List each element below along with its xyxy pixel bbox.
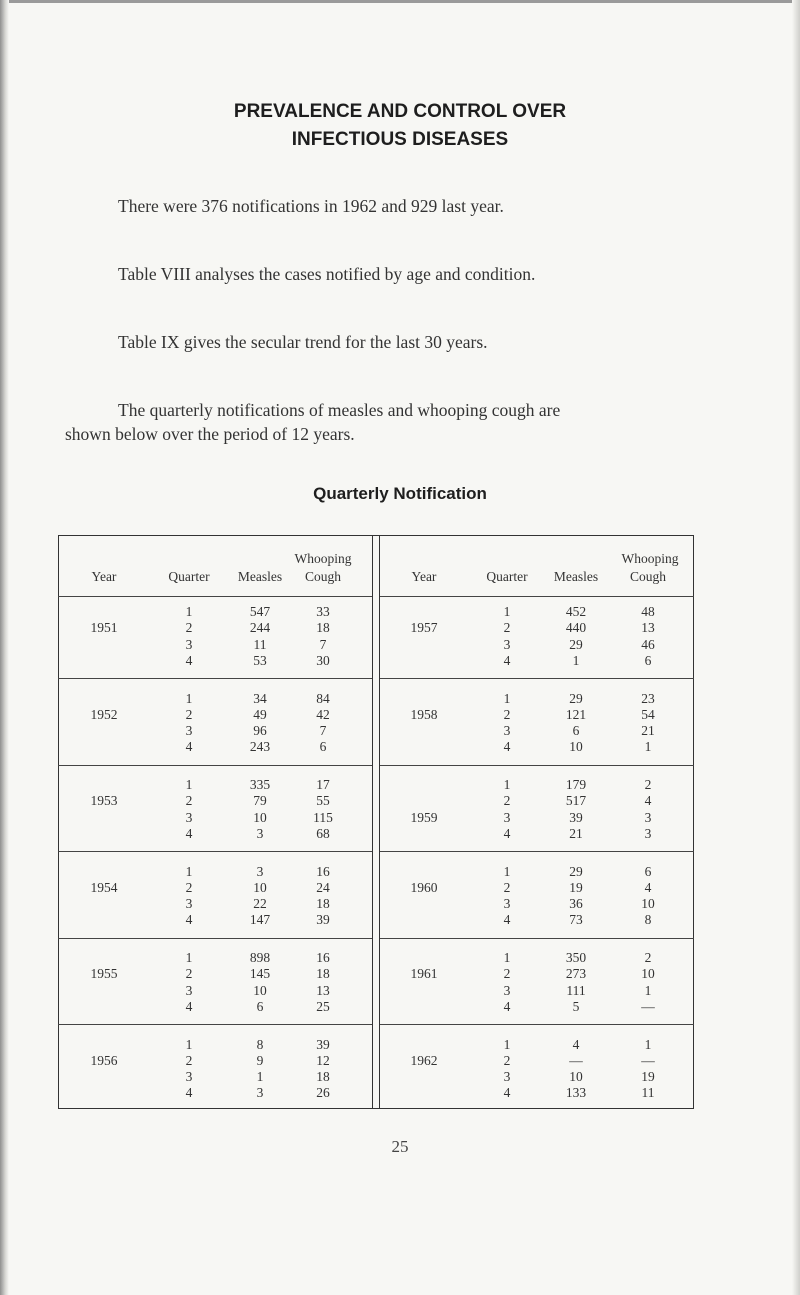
whooping-cough-cell: 18 xyxy=(316,896,330,912)
quarter-cell: 1 xyxy=(185,604,193,619)
whooping-cough-cell: 1 xyxy=(644,1036,652,1052)
year-cell-left: 1951 xyxy=(90,620,118,636)
quarter-cell: 1 xyxy=(185,1036,193,1052)
whooping-cough-cell: 19 xyxy=(641,1069,655,1085)
quarter-cell: 1 xyxy=(503,604,511,619)
measles-cell: 10 xyxy=(253,879,267,895)
quarter-cell: 1 xyxy=(503,1036,511,1052)
header-quarter-right: Quarter xyxy=(486,569,528,584)
table-caption: Quarterly Notification xyxy=(313,484,487,503)
whooping-cough-cell: 7 xyxy=(319,723,327,739)
quarter-cell: 1 xyxy=(503,950,511,965)
measles-cell: 244 xyxy=(249,620,271,636)
whooping-cough-cell: 26 xyxy=(316,1085,330,1101)
quarter-cell: 3 xyxy=(503,982,511,998)
table-row-divider xyxy=(380,765,694,766)
quarter-cell: 1 xyxy=(503,690,511,706)
whooping-cough-cell: 4 xyxy=(644,793,652,809)
whooping-cough-cell: 10 xyxy=(641,966,655,982)
paragraph-quarterly-line-1: The quarterly notifications of measles and whooping cough are xyxy=(118,400,561,420)
measles-cell: 53 xyxy=(253,652,267,668)
quarter-cell: 2 xyxy=(185,793,193,809)
quarter-cell: 2 xyxy=(185,966,193,982)
quarter-cell: 1 xyxy=(185,863,193,879)
whooping-cough-cell: 8 xyxy=(644,912,652,928)
whooping-cough-cell: 84 xyxy=(316,690,330,706)
measles-cell: 350 xyxy=(565,950,587,965)
quarter-cell: 2 xyxy=(503,620,511,636)
measles-cell: 39 xyxy=(569,809,583,825)
quarter-cell: 4 xyxy=(185,1085,193,1101)
measles-cell: 79 xyxy=(253,793,267,809)
quarter-cell: 4 xyxy=(185,912,193,928)
whooping-cough-cell: 1 xyxy=(644,982,652,998)
whooping-cough-cell: 25 xyxy=(316,998,330,1014)
measles-cell: 440 xyxy=(565,620,587,636)
quarter-cell: 2 xyxy=(503,793,511,809)
whooping-cough-cell: 39 xyxy=(316,912,330,928)
quarter-cell: 4 xyxy=(503,912,511,928)
year-cell-right: 1959 xyxy=(410,809,438,825)
measles-cell: 73 xyxy=(569,912,583,928)
quarter-cell: 2 xyxy=(503,1052,511,1068)
whooping-cough-cell: 6 xyxy=(644,652,652,668)
quarter-cell: 3 xyxy=(185,1069,193,1085)
whooping-cough-cell: 68 xyxy=(316,825,330,841)
table-row-divider xyxy=(58,596,372,597)
whooping-cough-cell: 3 xyxy=(644,825,652,841)
header-measles-right: Measles xyxy=(553,569,599,584)
quarter-cell: 4 xyxy=(185,998,193,1014)
measles-cell: 36 xyxy=(569,896,583,912)
whooping-cough-cell: 12 xyxy=(316,1052,330,1068)
measles-cell: 10 xyxy=(253,809,267,825)
measles-cell: 335 xyxy=(249,777,271,792)
table-row-divider xyxy=(380,596,694,597)
measles-cell: 3 xyxy=(256,825,264,841)
measles-cell: 243 xyxy=(249,739,271,755)
measles-cell: 111 xyxy=(566,982,586,998)
measles-cell: 21 xyxy=(569,825,583,841)
measles-cell: 9 xyxy=(256,1052,264,1068)
quarter-cell: 3 xyxy=(503,809,511,825)
header-quarter-left: Quarter xyxy=(168,569,210,584)
paragraph-notifications: There were 376 notifications in 1962 and 929 last year. xyxy=(118,196,504,216)
measles-cell: 145 xyxy=(249,966,271,982)
measles-cell: 11 xyxy=(253,636,267,652)
whooping-cough-cell: — xyxy=(641,998,655,1014)
page-title-line-2: INFECTIOUS DISEASES xyxy=(291,129,509,150)
header-year-right: Year xyxy=(411,569,437,584)
quarter-cell: 3 xyxy=(503,636,511,652)
table-row-divider xyxy=(58,1024,372,1025)
quarter-cell: 1 xyxy=(185,950,193,965)
page-number: 25 xyxy=(391,1137,409,1156)
whooping-cough-cell: 13 xyxy=(641,620,655,636)
quarter-cell: 2 xyxy=(503,966,511,982)
year-cell-left: 1955 xyxy=(90,966,118,982)
whooping-cough-cell: 10 xyxy=(641,896,655,912)
whooping-cough-cell: 16 xyxy=(316,950,330,965)
whooping-cough-cell: 115 xyxy=(313,809,333,825)
quarter-cell: 4 xyxy=(503,998,511,1014)
measles-cell: 3 xyxy=(256,1085,264,1101)
whooping-cough-cell: 6 xyxy=(644,863,652,879)
year-cell-right: 1960 xyxy=(410,879,438,895)
paragraph-table-viii: Table VIII analyses the cases notified by age and condition. xyxy=(118,264,536,284)
quarter-cell: 4 xyxy=(185,739,193,755)
measles-cell: 6 xyxy=(256,998,264,1014)
paragraph-table-ix: Table IX gives the secular trend for the last 30 years. xyxy=(118,332,488,352)
page-title-line-1: PREVALENCE AND CONTROL OVER xyxy=(233,101,567,122)
scan-left-edge xyxy=(0,0,9,1295)
quarter-cell: 4 xyxy=(185,652,193,668)
quarter-cell: 2 xyxy=(185,1052,193,1068)
measles-cell: 10 xyxy=(253,982,267,998)
measles-cell: 4 xyxy=(572,1036,580,1052)
scan-top-edge xyxy=(0,0,800,3)
measles-cell: 29 xyxy=(569,636,583,652)
table-row-divider xyxy=(380,938,694,939)
measles-cell: 1 xyxy=(572,652,580,668)
quarter-cell: 3 xyxy=(185,809,193,825)
measles-cell: 898 xyxy=(249,950,271,965)
whooping-cough-cell: 33 xyxy=(316,604,330,619)
header-measles-left: Measles xyxy=(237,569,283,584)
table-row-divider xyxy=(58,938,372,939)
whooping-cough-cell: 2 xyxy=(644,777,652,792)
header-year-left: Year xyxy=(91,569,117,584)
whooping-cough-cell: 2 xyxy=(644,950,652,965)
quarter-cell: 3 xyxy=(503,1069,511,1085)
measles-cell: — xyxy=(569,1052,583,1068)
quarter-cell: 3 xyxy=(503,723,511,739)
year-cell-left: 1952 xyxy=(90,706,118,722)
table-row-divider xyxy=(380,1024,694,1025)
quarter-cell: 1 xyxy=(503,777,511,792)
measles-cell: 273 xyxy=(565,966,587,982)
quarterly-notification-table xyxy=(58,535,694,1109)
whooping-cough-cell: 39 xyxy=(316,1036,330,1052)
measles-cell: 19 xyxy=(569,879,583,895)
year-cell-left: 1953 xyxy=(90,793,118,809)
measles-cell: 8 xyxy=(256,1036,264,1052)
quarter-cell: 2 xyxy=(503,879,511,895)
table-row-divider xyxy=(380,851,694,852)
whooping-cough-cell: 1 xyxy=(644,739,652,755)
measles-cell: 29 xyxy=(569,863,583,879)
quarter-cell: 3 xyxy=(185,723,193,739)
whooping-cough-cell: 7 xyxy=(319,636,327,652)
quarter-cell: 1 xyxy=(185,777,193,792)
measles-cell: 96 xyxy=(253,723,267,739)
whooping-cough-cell: 18 xyxy=(316,966,330,982)
table-row-divider xyxy=(58,678,372,679)
whooping-cough-cell: 16 xyxy=(316,863,330,879)
measles-cell: 3 xyxy=(256,863,264,879)
header-cough-right: Cough xyxy=(629,569,667,584)
whooping-cough-cell: — xyxy=(641,1052,655,1068)
whooping-cough-cell: 6 xyxy=(319,739,327,755)
measles-cell: 179 xyxy=(565,777,587,792)
measles-cell: 29 xyxy=(569,690,583,706)
header-whooping-left: Whooping xyxy=(294,551,352,566)
year-cell-right: 1958 xyxy=(410,706,438,722)
measles-cell: 121 xyxy=(565,706,587,722)
whooping-cough-cell: 13 xyxy=(316,982,330,998)
quarter-cell: 4 xyxy=(185,825,193,841)
whooping-cough-cell: 46 xyxy=(641,636,655,652)
quarter-cell: 2 xyxy=(185,706,193,722)
table-center-divider xyxy=(372,535,373,1109)
quarter-cell: 4 xyxy=(503,652,511,668)
quarter-cell: 3 xyxy=(185,896,193,912)
measles-cell: 10 xyxy=(569,1069,583,1085)
measles-cell: 5 xyxy=(572,998,580,1014)
whooping-cough-cell: 54 xyxy=(641,706,655,722)
year-cell-right: 1961 xyxy=(410,966,438,982)
measles-cell: 6 xyxy=(572,723,580,739)
quarter-cell: 3 xyxy=(185,982,193,998)
measles-cell: 547 xyxy=(249,604,271,619)
whooping-cough-cell: 55 xyxy=(316,793,330,809)
quarter-cell: 4 xyxy=(503,739,511,755)
measles-cell: 10 xyxy=(569,739,583,755)
table-center-divider xyxy=(379,535,380,1109)
header-whooping-right: Whooping xyxy=(621,551,679,566)
quarter-cell: 3 xyxy=(503,896,511,912)
measles-cell: 49 xyxy=(253,706,267,722)
whooping-cough-cell: 23 xyxy=(641,690,655,706)
paragraph-quarterly-line-2: shown below over the period of 12 years. xyxy=(65,424,355,444)
whooping-cough-cell: 4 xyxy=(644,879,652,895)
measles-cell: 133 xyxy=(565,1085,587,1101)
whooping-cough-cell: 3 xyxy=(644,809,652,825)
year-cell-right: 1957 xyxy=(410,620,438,636)
measles-cell: 147 xyxy=(249,912,271,928)
year-cell-left: 1956 xyxy=(90,1052,118,1068)
whooping-cough-cell: 18 xyxy=(316,1069,330,1085)
whooping-cough-cell: 11 xyxy=(641,1085,655,1101)
year-cell-left: 1954 xyxy=(90,879,118,895)
measles-cell: 1 xyxy=(256,1069,264,1085)
whooping-cough-cell: 24 xyxy=(316,879,330,895)
whooping-cough-cell: 42 xyxy=(316,706,330,722)
measles-cell: 34 xyxy=(253,690,267,706)
scan-right-edge xyxy=(792,0,800,1295)
quarter-cell: 2 xyxy=(185,620,193,636)
quarter-cell: 1 xyxy=(503,863,511,879)
measles-cell: 22 xyxy=(253,896,267,912)
quarter-cell: 2 xyxy=(185,879,193,895)
quarter-cell: 2 xyxy=(503,706,511,722)
quarter-cell: 3 xyxy=(185,636,193,652)
table-row-divider xyxy=(58,851,372,852)
measles-cell: 452 xyxy=(565,604,587,619)
quarter-cell: 4 xyxy=(503,825,511,841)
whooping-cough-cell: 21 xyxy=(641,723,655,739)
table-row-divider xyxy=(380,678,694,679)
whooping-cough-cell: 30 xyxy=(316,652,330,668)
year-cell-right: 1962 xyxy=(410,1052,438,1068)
whooping-cough-cell: 18 xyxy=(316,620,330,636)
measles-cell: 517 xyxy=(565,793,587,809)
whooping-cough-cell: 48 xyxy=(641,604,655,619)
quarter-cell: 1 xyxy=(185,690,193,706)
header-cough-left: Cough xyxy=(304,569,342,584)
table-row-divider xyxy=(58,765,372,766)
quarter-cell: 4 xyxy=(503,1085,511,1101)
whooping-cough-cell: 17 xyxy=(316,777,330,792)
